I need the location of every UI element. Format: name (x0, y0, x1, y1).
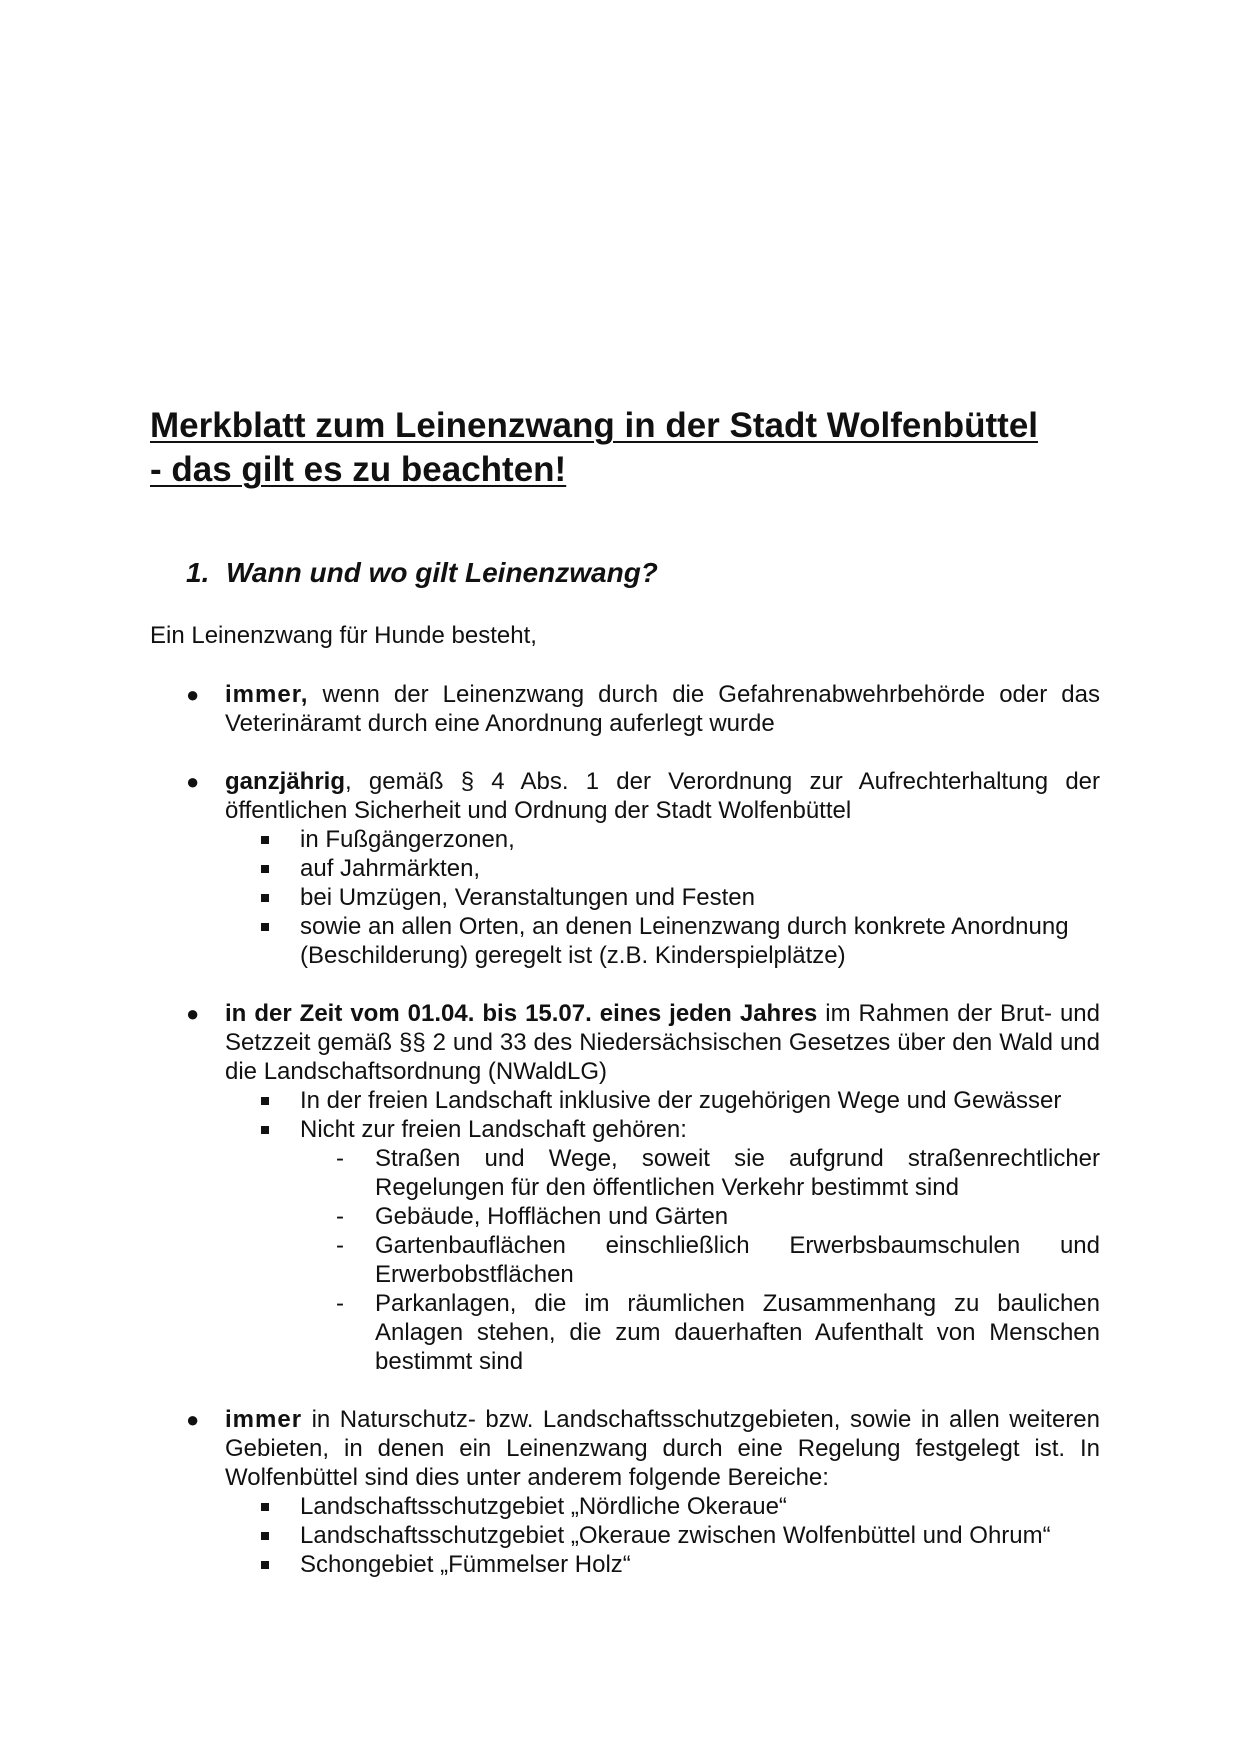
bullet-body: im Rahmen der Brut- und Setzzeit gemäß §§ 2 und 33 des Niedersächsischen Gesetzes über den Wald und die Landschaftsordnung (NWaldLG) (225, 1000, 1100, 1085)
bullet-icon: ● (186, 682, 200, 707)
dash-item (300, 1202, 1100, 1231)
square-bullet-icon (261, 865, 269, 873)
sub-item-text: Landschaftsschutzgebiet „Nördliche Okeraue“ (300, 1493, 787, 1520)
sub-item-text: In der freien Landschaft inklusive der zugehörigen Wege und Gewässer (300, 1087, 1062, 1114)
title-line-1: Merkblatt zum Leinenzwang in der Stadt Wolfenbüttel (150, 406, 1039, 445)
square-bullet-icon (261, 923, 269, 931)
sub-item (225, 1492, 1100, 1521)
square-bullet-icon (261, 1126, 269, 1134)
section-title: Wann und wo gilt Leinenzwang? (226, 557, 658, 588)
sub-item-text: sowie an allen Orten, an denen Leinenzwang durch konkrete Anordnung (Beschilderung) geregelt ist (z.B. Kinderspielplätze) (300, 913, 1069, 969)
bullet-item-brut-setzzeit (150, 999, 1100, 1376)
sub-item (225, 1550, 1100, 1579)
square-bullet-icon (261, 1561, 269, 1569)
dash-item-text: Gebäude, Hofflächen und Gärten (375, 1203, 729, 1230)
bullet-body: wenn der Leinenzwang durch die Gefahrenabwehrbehörde oder das Veterinäramt durch eine Anordnung auferlegt wurde (225, 681, 1100, 737)
square-bullet-icon (261, 1532, 269, 1540)
dash-list (300, 1144, 1100, 1376)
bullet-keyword: ganzjährig (225, 768, 346, 795)
bullet-item-ganzjaehrig (150, 767, 1100, 970)
bullet-body: , gemäß § 4 Abs. 1 der Verordnung zur Aufrechterhaltung der öffentlichen Sicherheit und Ordnung der Stadt Wolfenbüttel (225, 768, 1100, 824)
square-bullet-icon (261, 1503, 269, 1511)
sub-item-text: bei Umzügen, Veranstaltungen und Festen (300, 884, 755, 911)
bullet-list (150, 680, 1100, 1608)
sub-item-text: auf Jahrmärkten, (300, 855, 481, 882)
dash-icon: - (336, 1232, 344, 1259)
sub-item (225, 1115, 1100, 1376)
section-number: 1. (186, 557, 210, 588)
sub-item (225, 1521, 1100, 1550)
bullet-text (225, 999, 1100, 1086)
dash-item-text: Parkanlagen, die im räumlichen Zusammenhang zu baulichen Anlagen stehen, die zum dauerhaften Aufenthalt von Menschen bestimmt sind (375, 1290, 1100, 1375)
sub-item-text: Nicht zur freien Landschaft gehören: (300, 1116, 687, 1143)
title-line-2: - das gilt es zu beachten! (150, 450, 567, 489)
sub-item-text: Schongebiet „Fümmelser Holz“ (300, 1551, 631, 1578)
bullet-item-immer-anordnung (150, 680, 1100, 738)
square-bullet-icon (261, 1097, 269, 1105)
sub-item (225, 854, 1100, 883)
bullet-text (225, 767, 1100, 825)
section-heading (186, 556, 658, 590)
dash-item (300, 1289, 1100, 1376)
dash-item (300, 1231, 1100, 1289)
sub-item-text: Landschaftsschutzgebiet „Okeraue zwischen Wolfenbüttel und Ohrum“ (300, 1522, 1051, 1549)
bullet-text (225, 1405, 1100, 1492)
bullet-text (225, 680, 1100, 738)
sub-item (225, 883, 1100, 912)
bullet-icon: ● (186, 1001, 200, 1026)
bullet-icon: ● (186, 769, 200, 794)
dash-icon: - (336, 1145, 344, 1172)
sub-item (225, 912, 1100, 970)
square-bullet-icon (261, 836, 269, 844)
sub-item (225, 825, 1100, 854)
bullet-icon: ● (186, 1407, 200, 1432)
document-title (150, 404, 1100, 492)
dash-item-text: Straßen und Wege, soweit sie aufgrund straßenrechtlicher Regelungen für den öffentlichen Verkehr bestimmt sind (375, 1145, 1100, 1201)
dash-icon: - (336, 1203, 344, 1230)
sub-item (225, 1086, 1100, 1115)
bullet-item-schutzgebiete (150, 1405, 1100, 1579)
dash-item (300, 1144, 1100, 1202)
bullet-keyword: immer, (225, 681, 309, 708)
dash-icon: - (336, 1290, 344, 1317)
dash-item-text: Gartenbauflächen einschließlich Erwerbsbaumschulen und Erwerbobstflächen (375, 1232, 1100, 1288)
intro-text: Ein Leinenzwang für Hunde besteht, (150, 622, 537, 649)
bullet-body: in Naturschutz- bzw. Landschaftsschutzgebieten, sowie in allen weiteren Gebieten, in denen ein Leinenzwang durch eine Regelung festgelegt ist. In Wolfenbüttel sind dies unter anderem folgende Bereiche: (225, 1406, 1100, 1491)
bullet-keyword: in der Zeit vom 01.04. bis 15.07. eines jeden Jahres (225, 1000, 818, 1027)
bullet-keyword: immer (225, 1406, 303, 1433)
sub-item-text: in Fußgängerzonen, (300, 826, 515, 853)
square-bullet-icon (261, 894, 269, 902)
